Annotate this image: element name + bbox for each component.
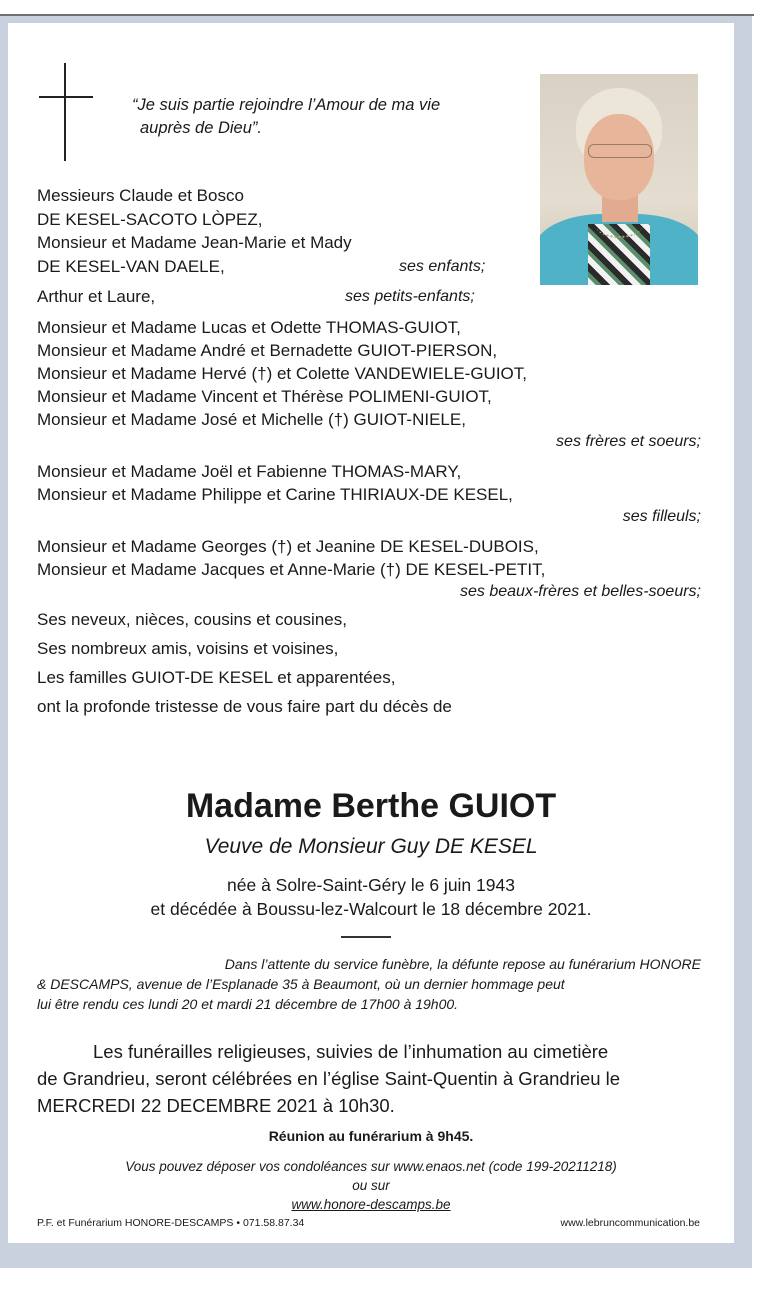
inlaw-line: Monsieur et Madame Georges (†) et Jeanine DE KESEL-DUBOIS, [37,536,539,556]
deceased-name: Madame Berthe GUIOT [185,787,557,825]
sibling-line: Monsieur et Madame Hervé (†) et Colette VANDEWIELE-GUIOT, [37,363,528,383]
birth-death-dates [8,873,734,921]
condolences-prefix: ou sur [352,1178,390,1193]
quote-line-1: “Je suis partie rejoindre l’Amour de ma vie [132,96,441,114]
family-line: Ses neveux, nièces, cousins et cousines, [37,609,347,629]
family-line: Ses nombreux amis, voisins et voisines, [37,638,339,658]
children-line: Messieurs Claude et Bosco [37,186,244,205]
family-line: Les familles GUIOT-DE KESEL et apparentées, [37,667,396,687]
funeral-line: Les funérailles religieuses, suivies de l’inhumation au cimetière [93,1041,609,1062]
children-line [37,255,701,279]
cross-icon-horizontal [39,96,93,98]
viewing-notice [37,954,701,1014]
condolences [8,1157,734,1214]
grandchildren-role: ses petits-enfants; [345,288,475,305]
footer-funeral-home: P.F. et Funérarium HONORE-DESCAMPS • 071.58.87.34 [37,1217,305,1229]
inlaw-line: Monsieur et Madame Jacques et Anne-Marie (†) DE KESEL-PETIT, [37,559,546,579]
siblings-role: ses frères et soeurs; [556,432,701,450]
children-line: Monsieur et Madame Jean-Marie et Mady [37,233,352,252]
children-role: ses enfants; [399,257,486,275]
obituary-card [8,23,734,1243]
family-line: ont la profonde tristesse de vous faire part du décès de [37,696,452,716]
quote [132,94,512,140]
funeral-line: de Grandrieu, seront célébrées en l’église Saint-Quentin à Grandrieu le [37,1068,621,1089]
death-line: et décédée à Boussu-lez-Walcourt le 18 décembre 2021. [150,899,592,919]
widow-of: Veuve de Monsieur Guy DE KESEL [204,835,538,858]
sibling-line: Monsieur et Madame Vincent et Thérèse POLIMENI-GUIOT, [37,386,492,406]
condolences-line-2 [8,1176,734,1214]
funeral-notice [37,1038,701,1119]
sibling-line: Monsieur et Madame André et Bernadette GUIOT-PIERSON, [37,340,498,360]
inlaws-role: ses beaux-frères et belles-soeurs; [460,582,701,600]
birth-line: née à Solre-Saint-Géry le 6 juin 1943 [227,875,515,895]
funeral-line: MERCREDI 22 DECEMBRE 2021 à 10h30. [37,1095,395,1116]
footer-printer-link[interactable]: www.lebruncommunication.be [560,1217,700,1229]
separator [341,936,391,938]
sibling-line: Monsieur et Madame Lucas et Odette THOMAS-GUIOT, [37,317,461,337]
viewing-line: Dans l’attente du service funèbre, la défunte repose au funérarium HONORE [224,956,701,972]
sibling-line: Monsieur et Madame José et Michelle (†) GUIOT-NIELE, [37,409,466,429]
children-line: DE KESEL-SACOTO LÒPEZ, [37,209,263,229]
cross-icon-vertical [64,63,66,161]
godchild-line: Monsieur et Madame Philippe et Carine THIRIAUX-DE KESEL, [37,484,513,504]
quote-line-2: auprès de Dieu”. [140,119,262,137]
funeral-home-link[interactable]: www.honore-descamps.be [291,1197,451,1212]
children-line-text: DE KESEL-VAN DAELE, [37,256,225,276]
condolences-line-1: Vous pouvez déposer vos condoléances sur www.enaos.net (code 199-20211218) [125,1159,617,1174]
grandchildren-line [37,285,701,309]
godchildren-role: ses filleuls; [622,507,701,525]
viewing-line: lui être rendu ces lundi 20 et mardi 21 décembre de 17h00 à 19h00. [37,996,459,1012]
godchild-line: Monsieur et Madame Joël et Fabienne THOMAS-MARY, [37,461,462,481]
family-announcement [37,184,701,721]
meeting-notice: Réunion au funérarium à 9h45. [268,1128,474,1144]
viewing-line: & DESCAMPS, avenue de l’Esplanade 35 à Beaumont, où un dernier hommage peut [37,976,565,992]
grandchildren-text: Arthur et Laure, [37,287,156,306]
